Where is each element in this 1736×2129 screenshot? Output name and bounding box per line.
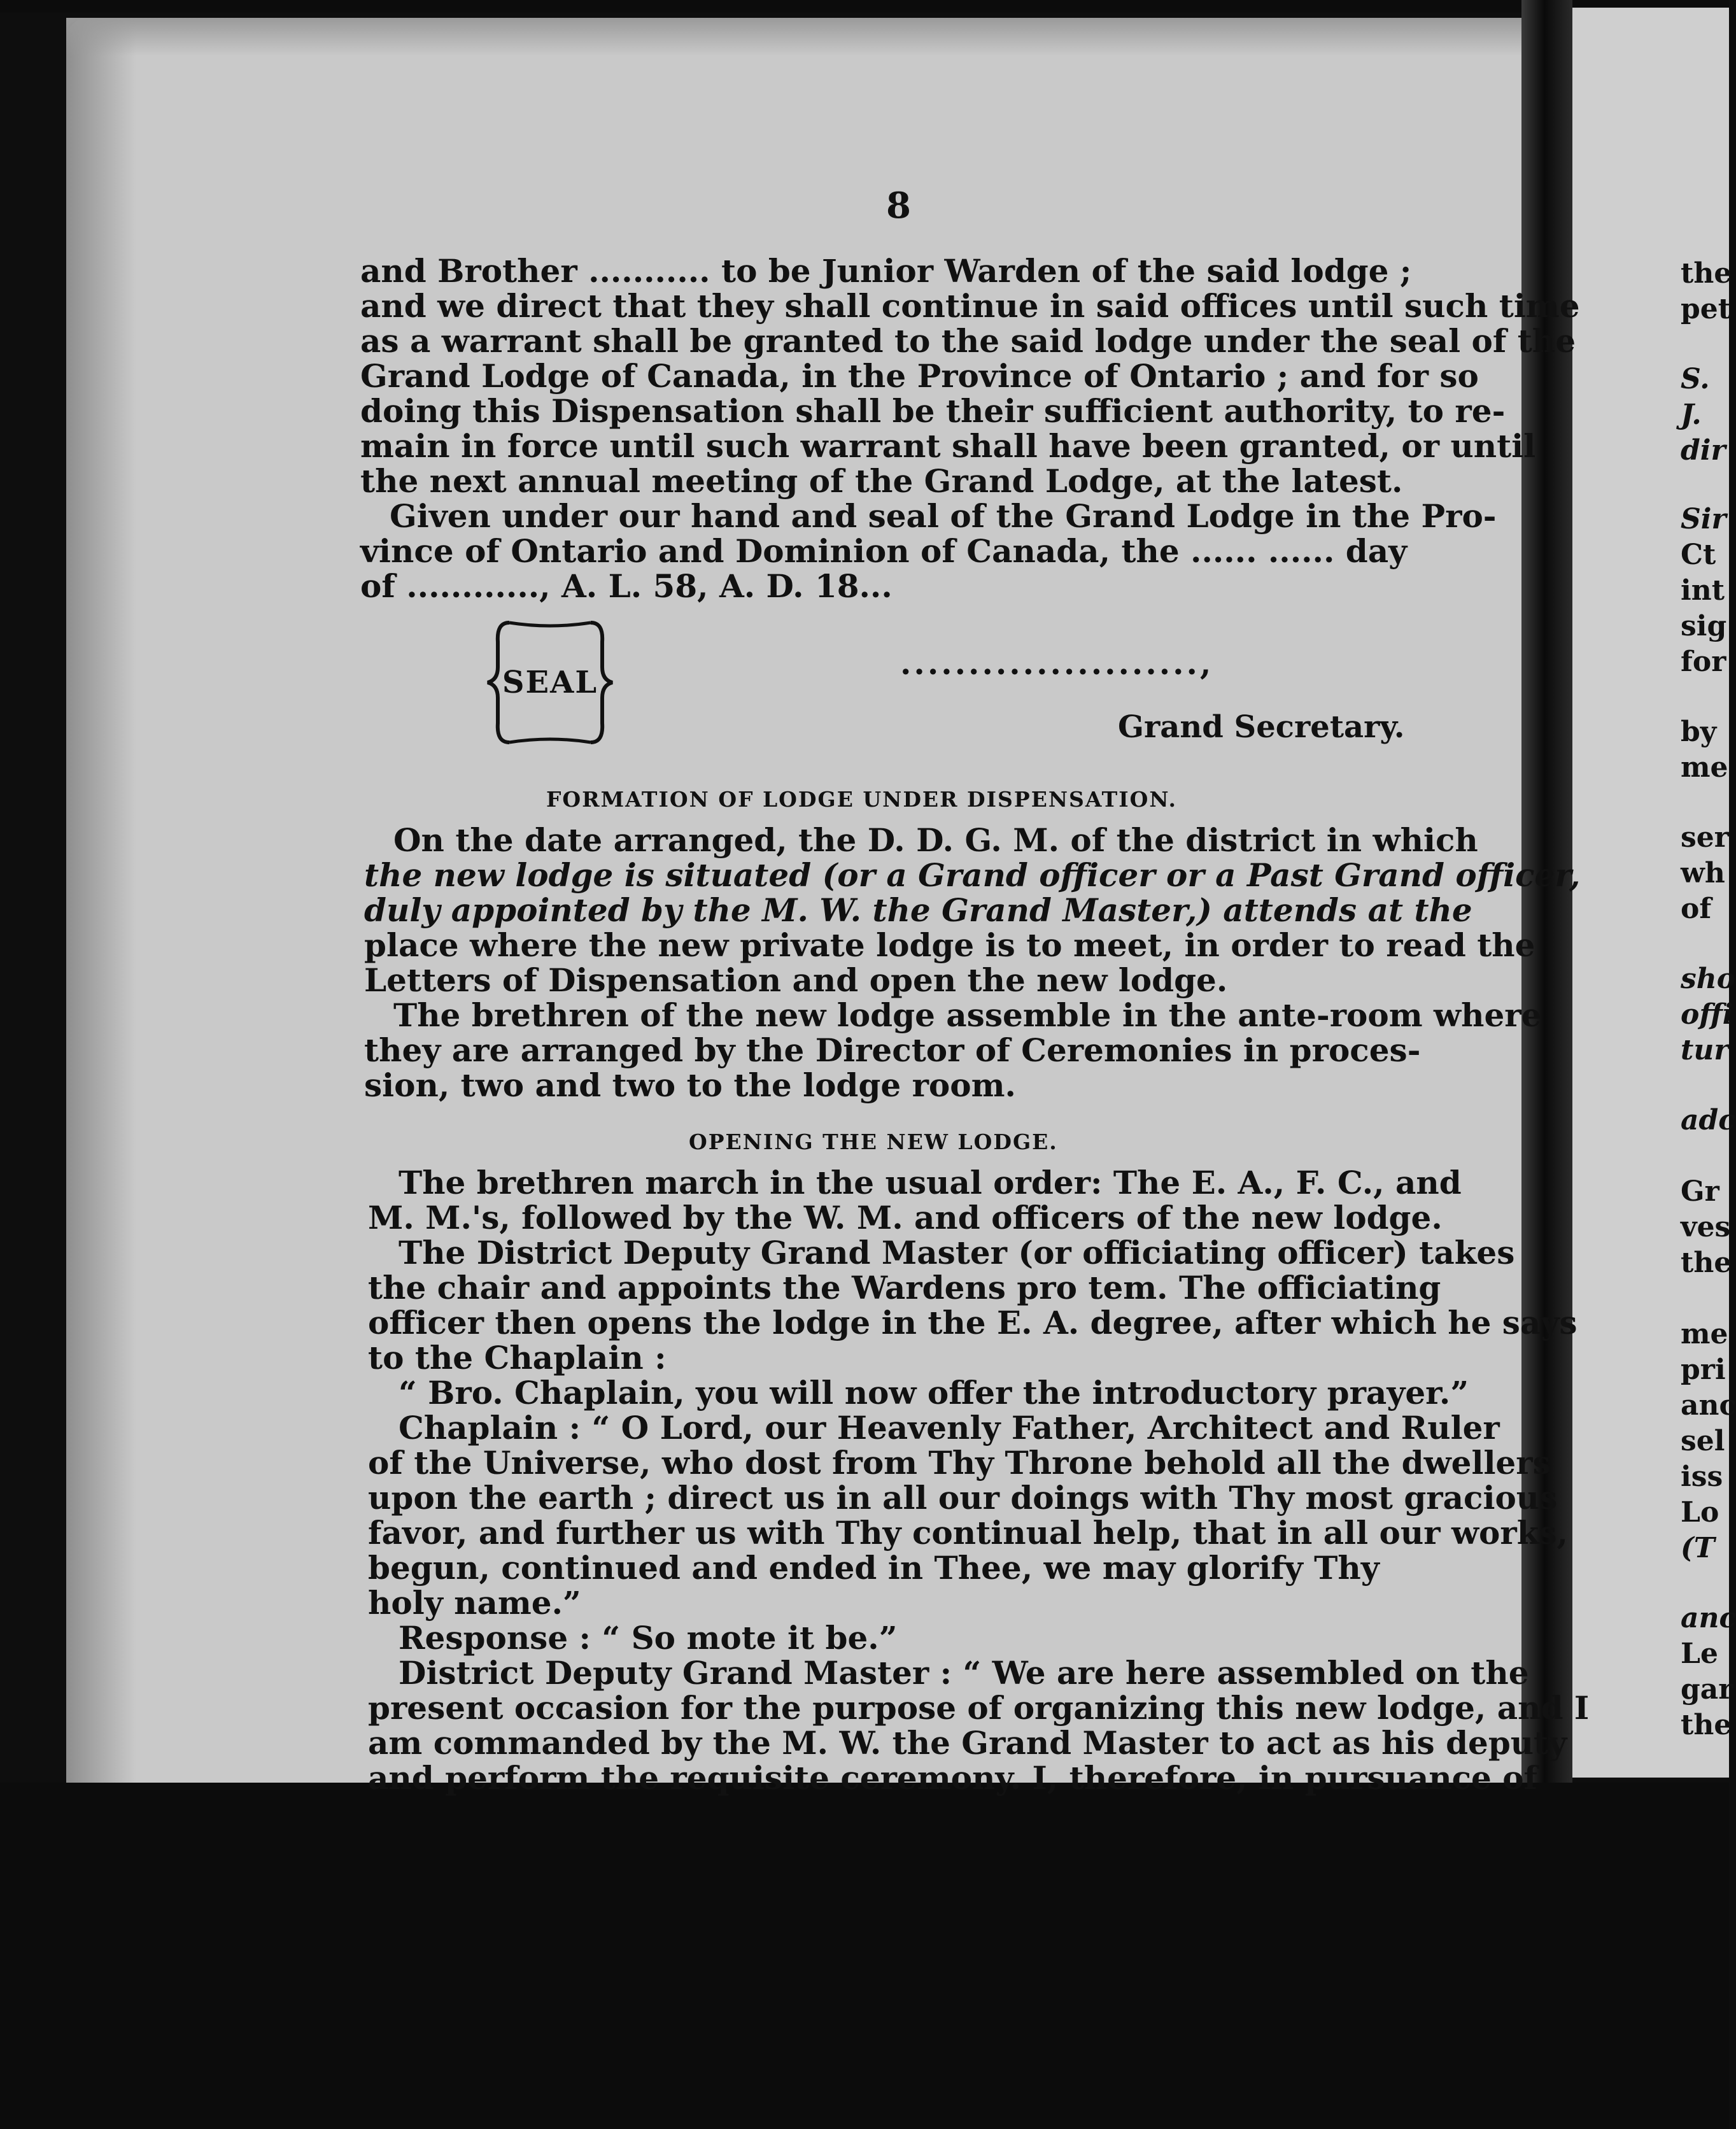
text-line: and we direct that they shall continue in said offices until such time xyxy=(360,287,1580,325)
right-fragment: tur xyxy=(1681,1034,1729,1066)
right-fragment: Gr xyxy=(1681,1175,1719,1208)
scan-border-top xyxy=(0,0,1729,13)
right-fragment: the xyxy=(1681,1709,1732,1741)
text-line: District Deputy Grand Master : “ We are here assembled on the xyxy=(399,1654,1529,1692)
text-line: begun, continued and ended in Thee, we may glorify Thy xyxy=(368,1549,1380,1587)
text-line: main in force until such warrant shall have been granted, or until xyxy=(360,427,1536,465)
text-line: “ Bro. Chaplain, you will now offer the introductory prayer.” xyxy=(399,1374,1469,1411)
text-line: sion, two and two to the lodge room. xyxy=(364,1066,1016,1104)
right-fragment: Ct xyxy=(1681,539,1716,571)
section-heading: OPENING THE NEW LODGE. xyxy=(689,1129,1058,1154)
right-fragment: the xyxy=(1681,1247,1732,1279)
text-line: M. M.'s, followed by the W. M. and officers of the new lodge. xyxy=(368,1199,1443,1236)
signature-line: ......................, xyxy=(900,644,1214,682)
text-line: favor, and further us with Thy continual help, that in all our works, xyxy=(368,1514,1568,1552)
right-fragment: the xyxy=(1681,257,1732,290)
text-line: and perform the requisite ceremony. I, therefore, in pursuance of xyxy=(368,1759,1538,1797)
right-fragment: by xyxy=(1681,716,1717,748)
text-line: am commanded by the M. W. the Grand Master to act as his deputy xyxy=(368,1724,1567,1762)
text-line: as a warrant shall be granted to the said lodge under the seal of the xyxy=(360,322,1576,360)
signature-title: Grand Secretary. xyxy=(1118,709,1405,745)
text-line: the chair and appoints the Wardens pro tem. The officiating xyxy=(368,1269,1441,1306)
right-fragment: Lo xyxy=(1681,1496,1719,1529)
page-shadow-top xyxy=(66,18,1562,56)
text-line: and Brother ........... to be Junior Warden of the said lodge ; xyxy=(360,252,1412,290)
text-line: officer then opens the lodge in the E. A. degree, after which he says xyxy=(368,1304,1577,1341)
text-line: Chaplain : “ O Lord, our Heavenly Father, Architect and Ruler xyxy=(399,1409,1500,1446)
page-number: 8 xyxy=(886,185,911,227)
text-line: doing this Dispensation shall be their sufficient authority, to re- xyxy=(360,392,1506,430)
book-spine xyxy=(1521,0,1572,1827)
right-fragment: iss xyxy=(1681,1461,1723,1493)
right-fragment: J. xyxy=(1681,399,1702,431)
section-heading: FORMATION OF LODGE UNDER DISPENSATION. xyxy=(546,787,1177,812)
right-fragment: (T xyxy=(1681,1532,1715,1564)
text-line: they are arranged by the Director of Ceremonies in proces- xyxy=(364,1031,1421,1069)
right-fragment: ser xyxy=(1681,821,1729,854)
text-line: to the Chaplain : xyxy=(368,1339,667,1376)
text-line: The District Deputy Grand Master (or officiating officer) takes xyxy=(399,1234,1515,1271)
text-line: The brethren of the new lodge assemble in the ante-room where xyxy=(393,996,1542,1034)
right-fragment: gar xyxy=(1681,1673,1733,1706)
page-shadow-left xyxy=(66,18,136,2049)
text-line: Response : “ So mote it be.” xyxy=(399,1619,898,1657)
right-fragment: sel xyxy=(1681,1425,1725,1457)
right-fragment: me xyxy=(1681,751,1728,784)
text-line: the next annual meeting of the Grand Lodge, at the latest. xyxy=(360,462,1403,500)
right-fragment: sho xyxy=(1681,963,1736,995)
right-fragment: S. xyxy=(1681,363,1710,395)
text-line: Given under our hand and seal of the Grand Lodge in the Pro- xyxy=(390,497,1497,535)
text-line: vince of Ontario and Dominion of Canada, the ...... ...... day xyxy=(360,532,1408,570)
right-fragment: for xyxy=(1681,646,1726,678)
right-fragment: pet xyxy=(1681,293,1732,325)
right-fragment: Sir xyxy=(1681,503,1726,535)
text-line: holy name.” xyxy=(368,1584,581,1622)
right-fragment: int xyxy=(1681,574,1725,607)
text-line: place where the new private lodge is to meet, in order to read the xyxy=(364,926,1535,964)
text-line: the new lodge is situated (or a Grand officer or a Past Grand officer, xyxy=(364,856,1581,894)
right-fragment: of xyxy=(1681,893,1712,925)
right-fragment: wh xyxy=(1681,857,1725,889)
text-line: present occasion for the purpose of organizing this new lodge, and I xyxy=(368,1689,1590,1727)
seal xyxy=(484,616,616,749)
text-line: On the date arranged, the D. D. G. M. of the district in which xyxy=(393,821,1478,859)
right-fragment: Le xyxy=(1681,1637,1718,1670)
right-fragment: ves xyxy=(1681,1211,1731,1243)
right-fragment: pri xyxy=(1681,1354,1726,1386)
right-fragment: sig xyxy=(1681,610,1727,642)
right-fragment: dir xyxy=(1681,434,1726,467)
text-line: Letters of Dispensation and open the new lodge. xyxy=(364,961,1228,999)
right-fragment: adc xyxy=(1681,1104,1736,1136)
text-line: upon the earth ; direct us in all our doings with Thy most gracious xyxy=(368,1479,1558,1517)
seal-label: SEAL xyxy=(502,665,598,700)
right-fragment: offi xyxy=(1681,998,1733,1031)
right-fragment: anc xyxy=(1681,1602,1736,1634)
scan-border-bottom xyxy=(0,1783,1729,2129)
right-fragment: me xyxy=(1681,1318,1728,1350)
text-line: of the Universe, who dost from Thy Throne behold all the dwellers xyxy=(368,1444,1551,1482)
text-line: of ............, A. L. 58, A. D. 18... xyxy=(360,567,893,605)
right-fragment: anc xyxy=(1681,1389,1736,1422)
text-line: The brethren march in the usual order: The E. A., F. C., and xyxy=(399,1164,1462,1201)
text-line: duly appointed by the M. W. the Grand Master,) attends at the xyxy=(364,891,1472,929)
text-line: Grand Lodge of Canada, in the Province of Ontario ; and for so xyxy=(360,357,1479,395)
